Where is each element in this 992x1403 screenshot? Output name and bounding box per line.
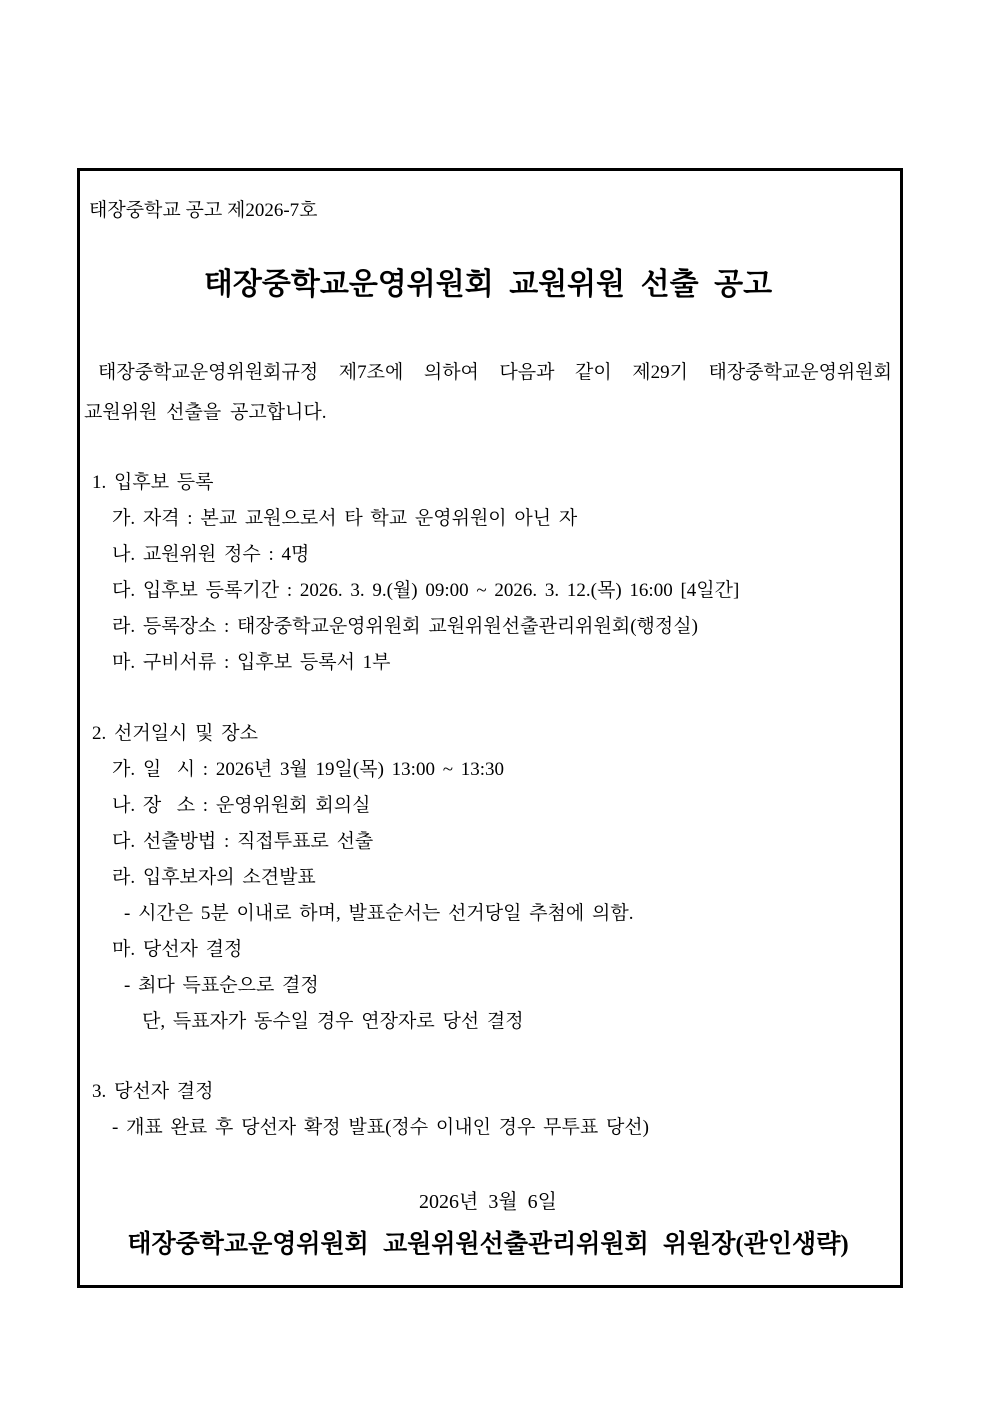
list-item: 다. 선출방법 : 직접투표로 선출 [112, 831, 374, 852]
list-item: 나. 장 소 : 운영위원회 회의실 [112, 795, 371, 816]
list-item: 마. 구비서류 : 입후보 등록서 1부 [112, 652, 391, 673]
section-heading: 3. 당선자 결정 [92, 1081, 214, 1102]
section-heading: 2. 선거일시 및 장소 [92, 723, 258, 744]
list-item: 마. 당선자 결정 [112, 939, 243, 960]
list-item: 단, 득표자가 동수일 경우 연장자로 당선 결정 [142, 1011, 524, 1032]
list-item: 다. 입후보 등록기간 : 2026. 3. 9.(월) 09:00 ~ 2026. 3. 12.(목) 16:00 [4일간] [112, 580, 740, 601]
page-title: 태장중학교운영위원회 교원위원 선출 공고 [203, 268, 773, 301]
list-item: 라. 등록장소 : 태장중학교운영위원회 교원위원선출관리위원회(행정실) [112, 616, 698, 637]
list-item: - 시간은 5분 이내로 하며, 발표순서는 선거당일 추첨에 의함. [124, 903, 634, 924]
notice-document [77, 168, 903, 1288]
list-item: 나. 교원위원 정수 : 4명 [112, 544, 310, 565]
list-item: - 최다 득표순으로 결정 [124, 975, 319, 996]
section-election-schedule [84, 716, 892, 1040]
list-item: - 개표 완료 후 당선자 확정 발표(정수 이내인 경우 무투표 당선) [112, 1117, 649, 1138]
section-winner-decision [84, 1074, 892, 1146]
intro-line-1: 태장중학교운영위원회규정 제7조에 의하여 다음과 같이 제29기 태장중학교운영위원회 [98, 362, 892, 383]
list-item: 가. 자격 : 본교 교원으로서 타 학교 운영위원이 아닌 자 [112, 508, 578, 529]
intro-line-2: 교원위원 선출을 공고합니다. [84, 402, 327, 423]
section-heading: 1. 입후보 등록 [92, 472, 214, 493]
doc-number: 태장중학교 공고 제2026-7호 [89, 200, 318, 221]
list-item: 라. 입후보자의 소견발표 [112, 867, 316, 888]
announcement-date: 2026년 3월 6일 [419, 1191, 557, 1213]
list-item: 가. 일 시 : 2026년 3월 19일(목) 13:00 ~ 13:30 [112, 759, 504, 780]
intro-paragraph [84, 353, 892, 433]
signature-line: 태장중학교운영위원회 교원위원선출관리위원회 위원장(관인생략) [127, 1231, 849, 1258]
section-candidate-registration [84, 465, 892, 681]
